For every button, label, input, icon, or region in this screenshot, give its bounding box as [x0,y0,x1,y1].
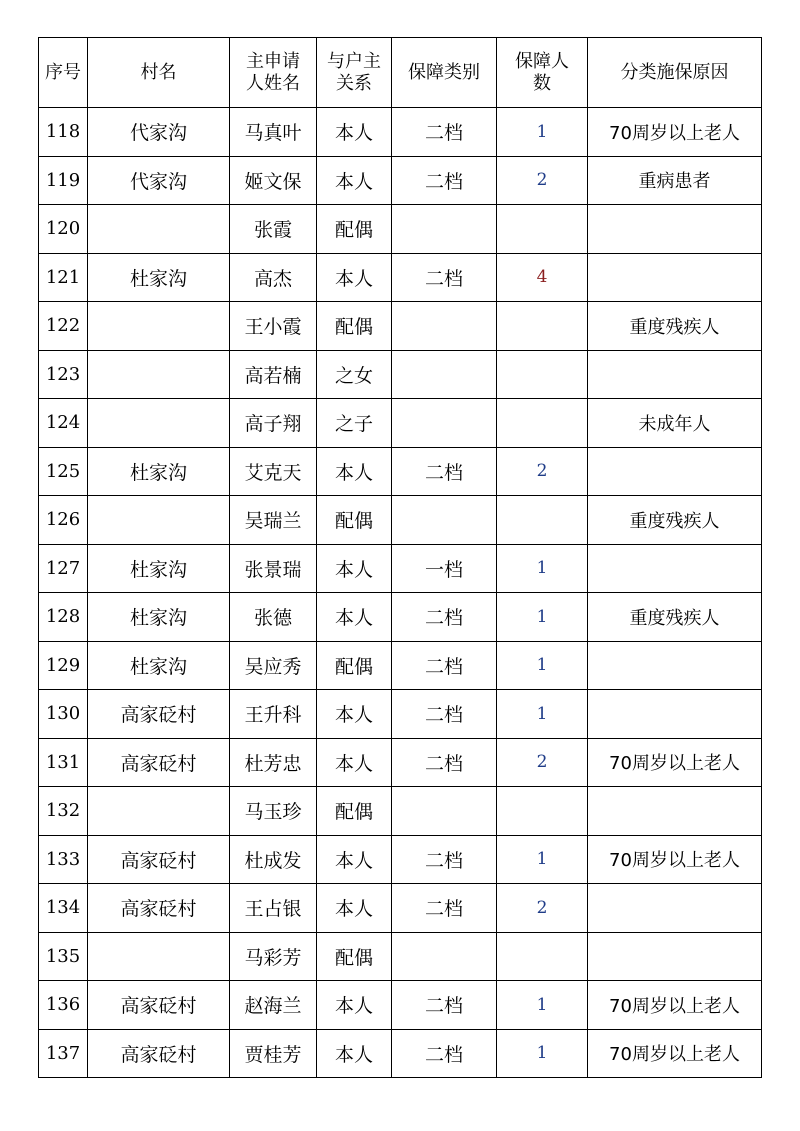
cell-relation: 配偶 [317,932,392,981]
cell-count: 1 [497,690,588,739]
cell-village [88,399,230,448]
cell-count [497,399,588,448]
cell-reason: 70周岁以上老人 [588,835,762,884]
cell-village: 高家砭村 [88,690,230,739]
cell-count [497,205,588,254]
cell-relation: 本人 [317,108,392,157]
cell-applicant-name: 马彩芳 [230,932,317,981]
cell-seq: 121 [39,253,88,302]
cell-category [392,496,497,545]
header-count-line1: 保障人 [515,50,569,72]
cell-relation: 配偶 [317,787,392,836]
cell-category: 二档 [392,835,497,884]
cell-applicant-name: 艾克天 [230,447,317,496]
cell-category: 二档 [392,738,497,787]
cell-category: 一档 [392,544,497,593]
cell-reason: 70周岁以上老人 [588,1029,762,1078]
cell-applicant-name: 高杰 [230,253,317,302]
cell-seq: 124 [39,399,88,448]
cell-category [392,205,497,254]
cell-category: 二档 [392,690,497,739]
cell-applicant-name: 马玉珍 [230,787,317,836]
cell-count: 1 [497,641,588,690]
cell-category: 二档 [392,884,497,933]
cell-reason: 70周岁以上老人 [588,108,762,157]
cell-seq: 123 [39,350,88,399]
cell-applicant-name: 杜成发 [230,835,317,884]
cell-relation: 配偶 [317,205,392,254]
cell-village: 代家沟 [88,108,230,157]
cell-applicant-name: 张景瑞 [230,544,317,593]
cell-relation: 本人 [317,981,392,1030]
table-row [39,738,762,787]
cell-relation: 配偶 [317,496,392,545]
cell-category: 二档 [392,593,497,642]
header-row [39,38,762,108]
cell-reason [588,205,762,254]
cell-seq: 132 [39,787,88,836]
cell-count: 1 [497,544,588,593]
cell-count: 2 [497,884,588,933]
header-seq: 序号 [39,38,88,108]
cell-category [392,302,497,351]
cell-village: 杜家沟 [88,253,230,302]
table-row [39,835,762,884]
cell-reason: 重病患者 [588,156,762,205]
cell-applicant-name: 高若楠 [230,350,317,399]
cell-reason [588,690,762,739]
table-body [39,108,762,1078]
cell-seq: 129 [39,641,88,690]
cell-count [497,496,588,545]
cell-count: 4 [497,253,588,302]
cell-relation: 本人 [317,544,392,593]
cell-relation: 本人 [317,593,392,642]
cell-category [392,787,497,836]
cell-relation: 配偶 [317,641,392,690]
cell-village [88,932,230,981]
cell-reason [588,544,762,593]
cell-relation: 配偶 [317,302,392,351]
cell-category [392,932,497,981]
cell-village: 高家砭村 [88,981,230,1030]
cell-count [497,932,588,981]
header-relation-line2: 关系 [336,72,372,94]
cell-reason [588,641,762,690]
cell-applicant-name: 吴瑞兰 [230,496,317,545]
cell-village [88,787,230,836]
cell-category: 二档 [392,108,497,157]
cell-seq: 120 [39,205,88,254]
cell-applicant-name: 王占银 [230,884,317,933]
cell-village [88,350,230,399]
cell-village: 杜家沟 [88,593,230,642]
header-relation [317,38,392,108]
cell-seq: 133 [39,835,88,884]
cell-seq: 118 [39,108,88,157]
cell-village: 高家砭村 [88,1029,230,1078]
cell-relation: 本人 [317,156,392,205]
cell-reason: 70周岁以上老人 [588,738,762,787]
table-row [39,156,762,205]
cell-reason [588,884,762,933]
table-row [39,981,762,1030]
table-row [39,108,762,157]
cell-seq: 126 [39,496,88,545]
table-header [39,38,762,108]
cell-count: 1 [497,593,588,642]
cell-relation: 本人 [317,835,392,884]
cell-seq: 128 [39,593,88,642]
table-row [39,350,762,399]
cell-reason: 未成年人 [588,399,762,448]
cell-applicant-name: 王小霞 [230,302,317,351]
cell-reason [588,253,762,302]
header-applicant-line2: 人姓名 [246,72,300,94]
cell-count: 2 [497,447,588,496]
cell-applicant-name: 姬文保 [230,156,317,205]
cell-applicant-name: 王升科 [230,690,317,739]
cell-count [497,350,588,399]
cell-applicant-name: 贾桂芳 [230,1029,317,1078]
cell-seq: 119 [39,156,88,205]
header-village: 村名 [88,38,230,108]
cell-category: 二档 [392,641,497,690]
table-row [39,1029,762,1078]
table-row [39,690,762,739]
cell-village [88,496,230,545]
cell-seq: 125 [39,447,88,496]
cell-applicant-name: 吴应秀 [230,641,317,690]
cell-category: 二档 [392,156,497,205]
header-applicant-line1: 主申请 [246,50,300,72]
cell-reason: 重度残疾人 [588,593,762,642]
table-row [39,593,762,642]
cell-count [497,787,588,836]
table-row [39,884,762,933]
cell-seq: 131 [39,738,88,787]
table-row [39,932,762,981]
cell-category: 二档 [392,253,497,302]
cell-seq: 122 [39,302,88,351]
cell-count: 1 [497,981,588,1030]
table-row [39,496,762,545]
cell-seq: 135 [39,932,88,981]
cell-count: 2 [497,156,588,205]
cell-village: 杜家沟 [88,447,230,496]
cell-relation: 本人 [317,690,392,739]
header-count-line2: 数 [533,72,551,94]
cell-village: 高家砭村 [88,738,230,787]
cell-village [88,205,230,254]
cell-seq: 134 [39,884,88,933]
cell-category [392,399,497,448]
cell-count: 1 [497,108,588,157]
table-row [39,787,762,836]
cell-reason [588,932,762,981]
cell-reason: 重度残疾人 [588,496,762,545]
cell-village: 杜家沟 [88,641,230,690]
cell-category: 二档 [392,447,497,496]
table-row [39,641,762,690]
cell-applicant-name: 赵海兰 [230,981,317,1030]
cell-count: 1 [497,835,588,884]
header-category: 保障类别 [392,38,497,108]
cell-relation: 本人 [317,447,392,496]
cell-reason [588,350,762,399]
cell-relation: 本人 [317,738,392,787]
cell-reason [588,447,762,496]
cell-applicant-name: 张德 [230,593,317,642]
cell-village [88,302,230,351]
table-row [39,253,762,302]
header-count [497,38,588,108]
cell-seq: 136 [39,981,88,1030]
cell-relation: 之子 [317,399,392,448]
cell-count: 2 [497,738,588,787]
header-reason: 分类施保原因 [588,38,762,108]
cell-category [392,350,497,399]
table-row [39,544,762,593]
cell-seq: 127 [39,544,88,593]
cell-category: 二档 [392,1029,497,1078]
table-row [39,205,762,254]
cell-applicant-name: 张霞 [230,205,317,254]
table-row [39,399,762,448]
cell-village: 代家沟 [88,156,230,205]
table-row [39,447,762,496]
cell-seq: 137 [39,1029,88,1078]
cell-relation: 本人 [317,884,392,933]
cell-reason: 重度残疾人 [588,302,762,351]
assistance-roster-table [38,37,762,1078]
cell-relation: 之女 [317,350,392,399]
table-row [39,302,762,351]
cell-reason: 70周岁以上老人 [588,981,762,1030]
header-relation-line1: 与户主 [327,50,381,72]
header-applicant [230,38,317,108]
cell-seq: 130 [39,690,88,739]
cell-count: 1 [497,1029,588,1078]
cell-applicant-name: 马真叶 [230,108,317,157]
cell-applicant-name: 杜芳忠 [230,738,317,787]
cell-reason [588,787,762,836]
cell-count [497,302,588,351]
cell-category: 二档 [392,981,497,1030]
cell-village: 杜家沟 [88,544,230,593]
cell-village: 高家砭村 [88,884,230,933]
cell-village: 高家砭村 [88,835,230,884]
cell-applicant-name: 高子翔 [230,399,317,448]
cell-relation: 本人 [317,253,392,302]
cell-relation: 本人 [317,1029,392,1078]
